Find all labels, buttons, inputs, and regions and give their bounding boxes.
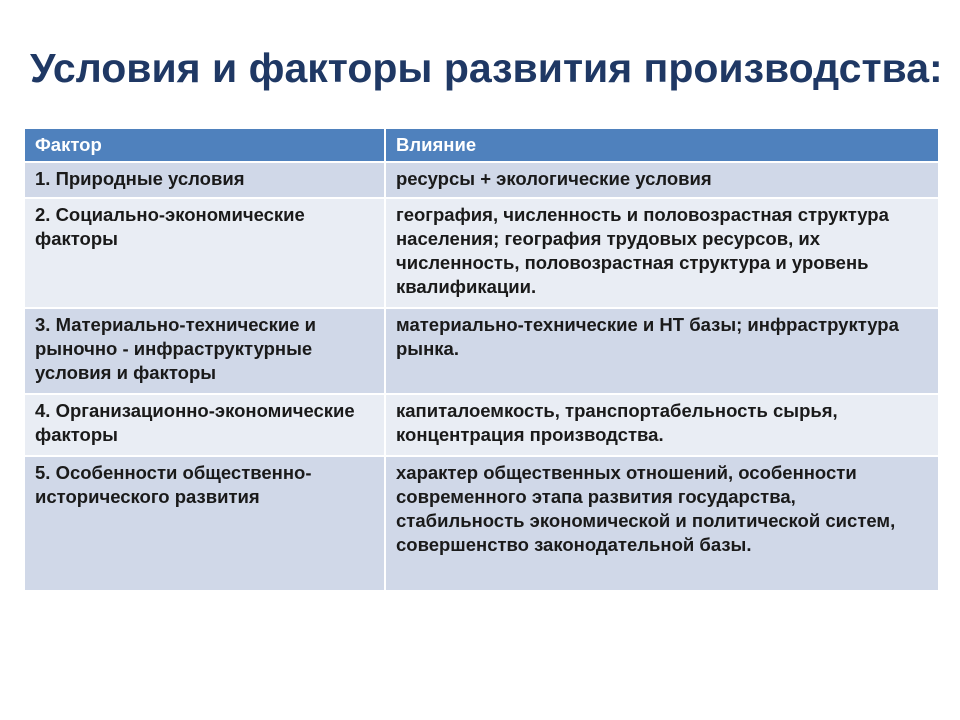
table-row xyxy=(24,394,939,456)
influence-cell: материально-технические и НТ базы; инфраструктура рынка. xyxy=(385,308,939,394)
factor-cell: 2. Социально-экономические факторы xyxy=(24,198,385,308)
influence-cell: характер общественных отношений, особенности современного этапа развития государства, стабильность экономической и политической систем, совершенство законодательной базы. xyxy=(385,456,939,591)
factors-table xyxy=(23,127,940,592)
influence-cell: капиталоемкость, транспортабельность сырья, концентрация производства. xyxy=(385,394,939,456)
factor-cell: 3. Материально-технические и рыночно - инфраструктурные условия и факторы xyxy=(24,308,385,394)
table-row xyxy=(24,162,939,198)
influence-cell: ресурсы + экологические условия xyxy=(385,162,939,198)
table-row xyxy=(24,308,939,394)
table-row xyxy=(24,198,939,308)
factor-cell: 4. Организационно-экономические факторы xyxy=(24,394,385,456)
table-header-row xyxy=(24,128,939,162)
factor-cell: 5. Особенности общественно-исторического развития xyxy=(24,456,385,591)
column-header-influence: Влияние xyxy=(385,128,939,162)
page-title: Условия и факторы развития производства: xyxy=(30,45,943,91)
influence-cell: география, численность и половозрастная структура населения; география трудовых ресурсов, их численность, половозрастная структура и уровень квалификации. xyxy=(385,198,939,308)
table-row xyxy=(24,456,939,591)
column-header-factor: Фактор xyxy=(24,128,385,162)
factor-cell: 1. Природные условия xyxy=(24,162,385,198)
